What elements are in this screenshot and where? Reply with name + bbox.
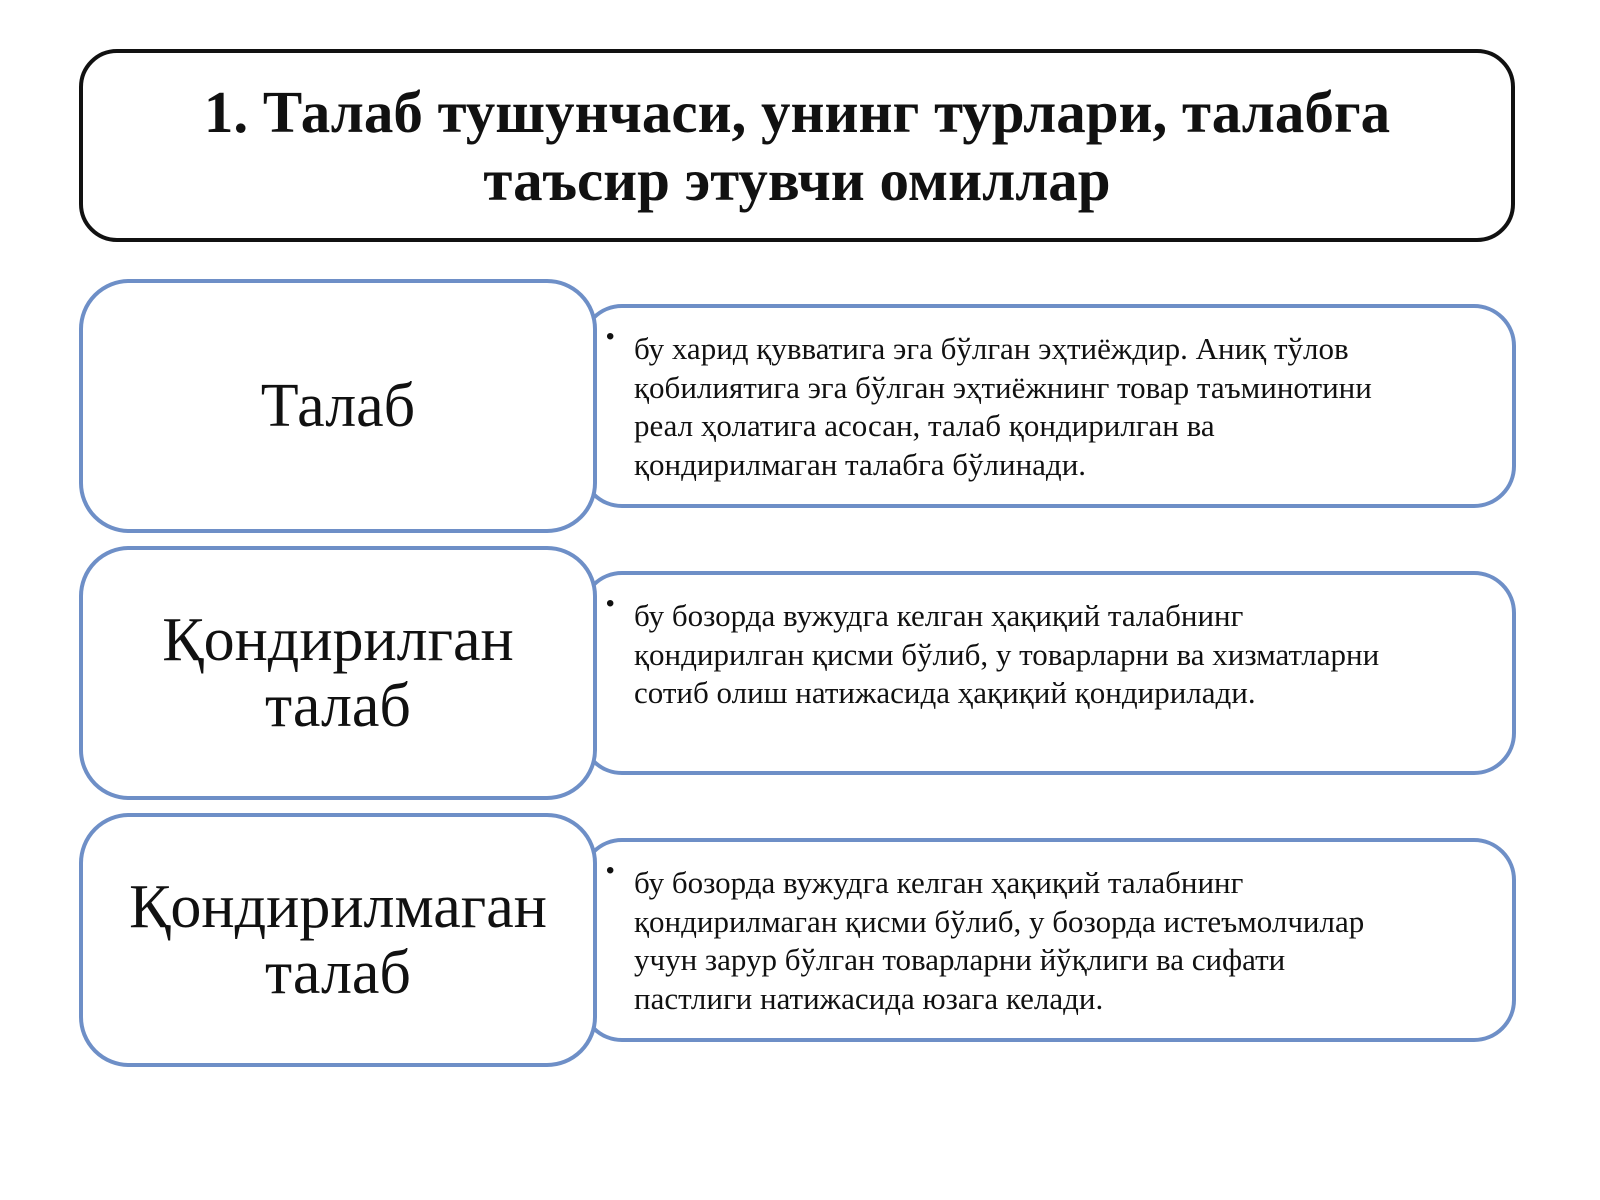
description-content xyxy=(606,857,1492,1018)
bullet-icon: • xyxy=(606,857,615,884)
slide-title: 1. Талаб тушунчаси, унинг турлари, талабга таъсир этувчи омиллар xyxy=(203,78,1391,213)
bullet-icon: • xyxy=(606,323,615,350)
description-text: бу харид қувватига эга бўлган эҳтиёждир. Аниқ тўлов қобилиятига эга бўлган эҳтиёжнинг товар таъминотини реал ҳолатига асосан, талаб қондирилган ва қондирилмаган талабга бўлинади. xyxy=(634,331,1372,482)
term-box xyxy=(79,813,597,1067)
definition-row-unsatisfied-demand xyxy=(0,810,1600,1070)
description-box xyxy=(580,571,1516,775)
term-label: Қондирилмаган талаб xyxy=(129,873,547,1007)
term-box xyxy=(79,546,597,800)
description-text: бу бозорда вужудга келган ҳақиқий талабнинг қондирилмаган қисми бўлиб, у бозорда истеъмолчилар учун зарур бўлган товарларни йўқлиги ва сифати пастлиги натижасида юзага келади. xyxy=(634,865,1365,1016)
definition-row-demand xyxy=(0,276,1600,536)
title-box xyxy=(79,49,1515,242)
term-label: Қондирилган талаб xyxy=(162,606,514,740)
term-label: Талаб xyxy=(260,372,416,440)
description-text: бу бозорда вужудга келган ҳақиқий талабнинг қондирилган қисми бўлиб, у товарларни ва хизматларни сотиб олиш натижасида ҳақиқий қондирилади. xyxy=(634,598,1380,710)
bullet-icon: • xyxy=(606,590,615,617)
description-box xyxy=(580,304,1516,508)
definition-row-satisfied-demand xyxy=(0,543,1600,803)
description-content xyxy=(606,590,1492,713)
description-box xyxy=(580,838,1516,1042)
term-box xyxy=(79,279,597,533)
description-content xyxy=(606,323,1492,484)
